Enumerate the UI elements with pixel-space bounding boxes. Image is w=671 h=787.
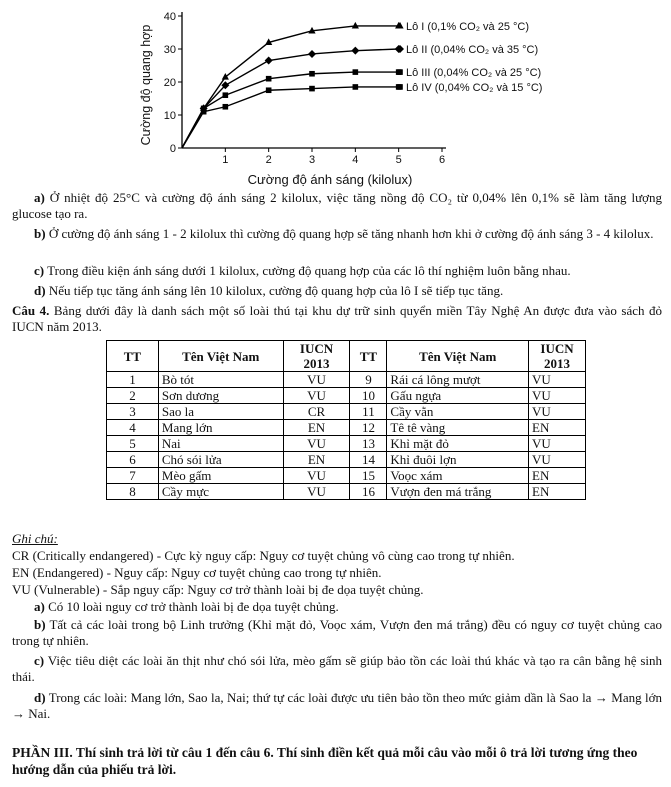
q4-label: Câu 4.: [12, 303, 50, 318]
table-cell: Khỉ đuôi lợn: [387, 452, 529, 468]
table-cell: VU: [283, 372, 350, 388]
table-cell: 9: [350, 372, 387, 388]
q3-c-text: Trong điều kiện ánh sáng dưới 1 kilolux, cường độ quang hợp của các lô thí nghiệm luôn bằng nhau.: [44, 263, 571, 278]
note-title-text: Ghi chú:: [12, 531, 58, 546]
y-tick-label: 40: [163, 11, 176, 23]
q3-a-text: Ở nhiệt độ 25°C và cường độ ánh sáng 2 kilolux, việc tăng nồng độ CO₂ từ 0,04% lên 0,1% sẽ làm tăng lượng glucose tạo ra.: [12, 190, 662, 221]
y-tick-label: 30: [163, 44, 176, 56]
data-point: [265, 57, 273, 65]
table-cell: 6: [107, 452, 159, 468]
series-line: [182, 72, 399, 148]
table-cell: 12: [350, 420, 387, 436]
q4-b-text: Tất cả các loài trong bộ Linh trưởng (Khỉ mặt đỏ, Voọc xám, Vượn đen má trắng) đều có nguy cơ tuyệt chủng cao trong tự nhiên.: [12, 617, 662, 648]
table-cell: Vượn đen má trắng: [387, 484, 529, 500]
table-cell: VU: [529, 436, 586, 452]
data-point: [266, 76, 272, 82]
table-cell: VU: [529, 372, 586, 388]
table-cell: 13: [350, 436, 387, 452]
q3-option-c: [12, 263, 662, 279]
data-point: [222, 73, 229, 80]
x-tick-label: 2: [265, 154, 272, 166]
table-cell: VU: [529, 388, 586, 404]
note-title: [12, 531, 662, 547]
data-point: [397, 84, 403, 90]
note-en: EN (Endangered) - Nguy cấp: Nguy cơ tuyệt chủng cao trong tự nhiên.: [12, 565, 382, 580]
x-axis-label: Cường độ ánh sáng (kilolux): [247, 172, 413, 187]
data-point: [351, 47, 359, 55]
q4-c-label: c): [34, 653, 45, 668]
q4-option-b: [12, 617, 662, 649]
table-header-4: Tên Việt Nam: [387, 341, 529, 372]
data-point: [201, 109, 207, 115]
chart-series: [182, 22, 403, 148]
q4-option-c: [12, 653, 662, 685]
table-cell: 5: [107, 436, 159, 452]
table-header-1: Tên Việt Nam: [158, 341, 283, 372]
chart-legend: [396, 21, 542, 94]
table-row: [107, 388, 586, 404]
data-point: [308, 50, 316, 58]
table-cell: Voọc xám: [387, 468, 529, 484]
table-cell: Sao la: [158, 404, 283, 420]
table-cell: VU: [283, 468, 350, 484]
table-header-0: TT: [107, 341, 159, 372]
table-row: [107, 468, 586, 484]
table-cell: VU: [283, 388, 350, 404]
q4-option-a: [12, 599, 662, 615]
table-cell: Rái cá lông mượt: [387, 372, 529, 388]
table-cell: 11: [350, 404, 387, 420]
legend-label: Lô I (0,1% CO₂ và 25 °C): [406, 20, 529, 33]
table-cell: Gấu ngựa: [387, 388, 529, 404]
y-tick-label: 0: [169, 143, 176, 155]
table-cell: Khỉ mặt đỏ: [387, 436, 529, 452]
note-cr: CR (Critically endangered) - Cực kỳ nguy cấp: Nguy cơ tuyệt chủng vô cùng cao trong tự nhiên.: [12, 548, 515, 563]
q4-a-label: a): [34, 599, 45, 614]
table-cell: 14: [350, 452, 387, 468]
q4-d-text: Trong các loài: Mang lớn, Sao la, Nai; thứ tự các loài được ưu tiên bảo tồn theo mức giảm dần là Sao la → Mang lớn → Nai.: [12, 690, 662, 721]
table-cell: Mang lớn: [158, 420, 283, 436]
data-point: [223, 104, 229, 110]
data-point: [309, 71, 315, 77]
note-vu: VU (Vulnerable) - Sắp nguy cấp: Nguy cơ trở thành loài bị đe dọa tuyệt chủng.: [12, 582, 424, 597]
q3-option-b: [12, 226, 662, 242]
table-cell: CR: [283, 404, 350, 420]
table-cell: 16: [350, 484, 387, 500]
table-cell: 4: [107, 420, 159, 436]
y-axis-label: Cường độ quang hợp: [139, 24, 153, 146]
table-cell: EN: [283, 452, 350, 468]
table-row: [107, 484, 586, 500]
q3-a-label: a): [34, 190, 45, 205]
q4-a-text: Có 10 loài nguy cơ trở thành loài bị đe dọa tuyệt chủng.: [44, 599, 339, 614]
table-cell: 2: [107, 388, 159, 404]
q3-b-text: Ở cường độ ánh sáng 1 - 2 kilolux thì cường độ quang hợp sẽ tăng nhanh hơn khi ở cường độ ánh sáng 3 - 4 kilolux.: [45, 226, 654, 241]
table-cell: 1: [107, 372, 159, 388]
table-cell: 8: [107, 484, 159, 500]
q3-option-d: [12, 283, 662, 299]
table-cell: EN: [283, 420, 350, 436]
table-cell: Cầy mực: [158, 484, 283, 500]
iucn-table: [106, 340, 586, 500]
table-cell: 3: [107, 404, 159, 420]
q4-c-text: Việc tiêu diệt các loài ăn thịt như chó sói lửa, mèo gấm sẽ giúp bảo tồn các loài thú khác và tạo ra cân bằng hệ sinh thái.: [12, 653, 662, 684]
table-row: [107, 372, 586, 388]
table-cell: Nai: [158, 436, 283, 452]
data-point: [353, 69, 359, 75]
table-row: [107, 452, 586, 468]
table-cell: 15: [350, 468, 387, 484]
q4-option-d: [12, 690, 662, 722]
x-tick-label: 1: [222, 154, 229, 166]
data-point: [266, 87, 272, 93]
x-tick-label: 3: [308, 154, 316, 166]
part3-heading: PHẦN III. Thí sinh trả lời từ câu 1 đến câu 6. Thí sinh điền kết quả mỗi câu vào mỗi ô trả lời tương ứng theo hướng dẫn của phiếu trả lời.: [12, 745, 638, 777]
table-cell: EN: [529, 420, 586, 436]
legend-label: Lô II (0,04% CO₂ và 35 °C): [406, 44, 539, 56]
table-cell: EN: [529, 468, 586, 484]
legend-label: Lô III (0,04% CO₂ và 25 °C): [406, 67, 542, 80]
table-cell: Bò tót: [158, 372, 283, 388]
q3-b-label: b): [34, 226, 46, 241]
table-cell: Chó sói lửa: [158, 452, 283, 468]
q4-intro: [12, 303, 662, 335]
q4-intro-text: Bảng dưới đây là danh sách một số loài thú tại khu dự trữ sinh quyển miền Tây Nghệ An được đưa vào sách đỏ IUCN năm 2013.: [12, 303, 662, 334]
table-cell: 10: [350, 388, 387, 404]
table-cell: VU: [283, 484, 350, 500]
legend-label: Lô IV (0,04% CO₂ và 15 °C): [406, 81, 543, 94]
table-cell: VU: [529, 452, 586, 468]
table-header-2: IUCN 2013: [283, 341, 350, 372]
q3-d-text: Nếu tiếp tục tăng ánh sáng lên 10 kilolux, cường độ quang hợp của lô I sẽ tiếp tục tăng.: [45, 283, 504, 298]
q3-d-label: d): [34, 283, 46, 298]
data-point: [353, 84, 359, 90]
q3-option-a: [12, 190, 662, 222]
table-cell: VU: [283, 436, 350, 452]
table-header-row: [107, 341, 586, 372]
table-header-5: IUCN 2013: [529, 341, 586, 372]
table-cell: Sơn dương: [158, 388, 283, 404]
y-tick-label: 20: [163, 77, 176, 89]
x-tick-label: 6: [438, 154, 446, 166]
table-cell: VU: [529, 404, 586, 420]
q3-c-label: c): [34, 263, 45, 278]
table-cell: Mèo gấm: [158, 468, 283, 484]
table-row: [107, 420, 586, 436]
table-cell: Tê tê vàng: [387, 420, 529, 436]
data-point: [223, 92, 229, 98]
q4-b-label: b): [34, 617, 46, 632]
q4-d-label: d): [34, 690, 46, 705]
data-point: [309, 86, 315, 92]
photosynthesis-chart: [130, 0, 560, 190]
x-tick-label: 5: [395, 154, 402, 166]
series-line: [182, 49, 399, 148]
data-point: [396, 45, 404, 53]
table-row: [107, 436, 586, 452]
table-cell: Cầy vằn: [387, 404, 529, 420]
table-header-3: TT: [350, 341, 387, 372]
data-point: [397, 69, 403, 75]
table-cell: EN: [529, 484, 586, 500]
table-row: [107, 404, 586, 420]
y-tick-label: 10: [163, 110, 176, 122]
x-tick-label: 4: [352, 154, 359, 166]
table-cell: 7: [107, 468, 159, 484]
